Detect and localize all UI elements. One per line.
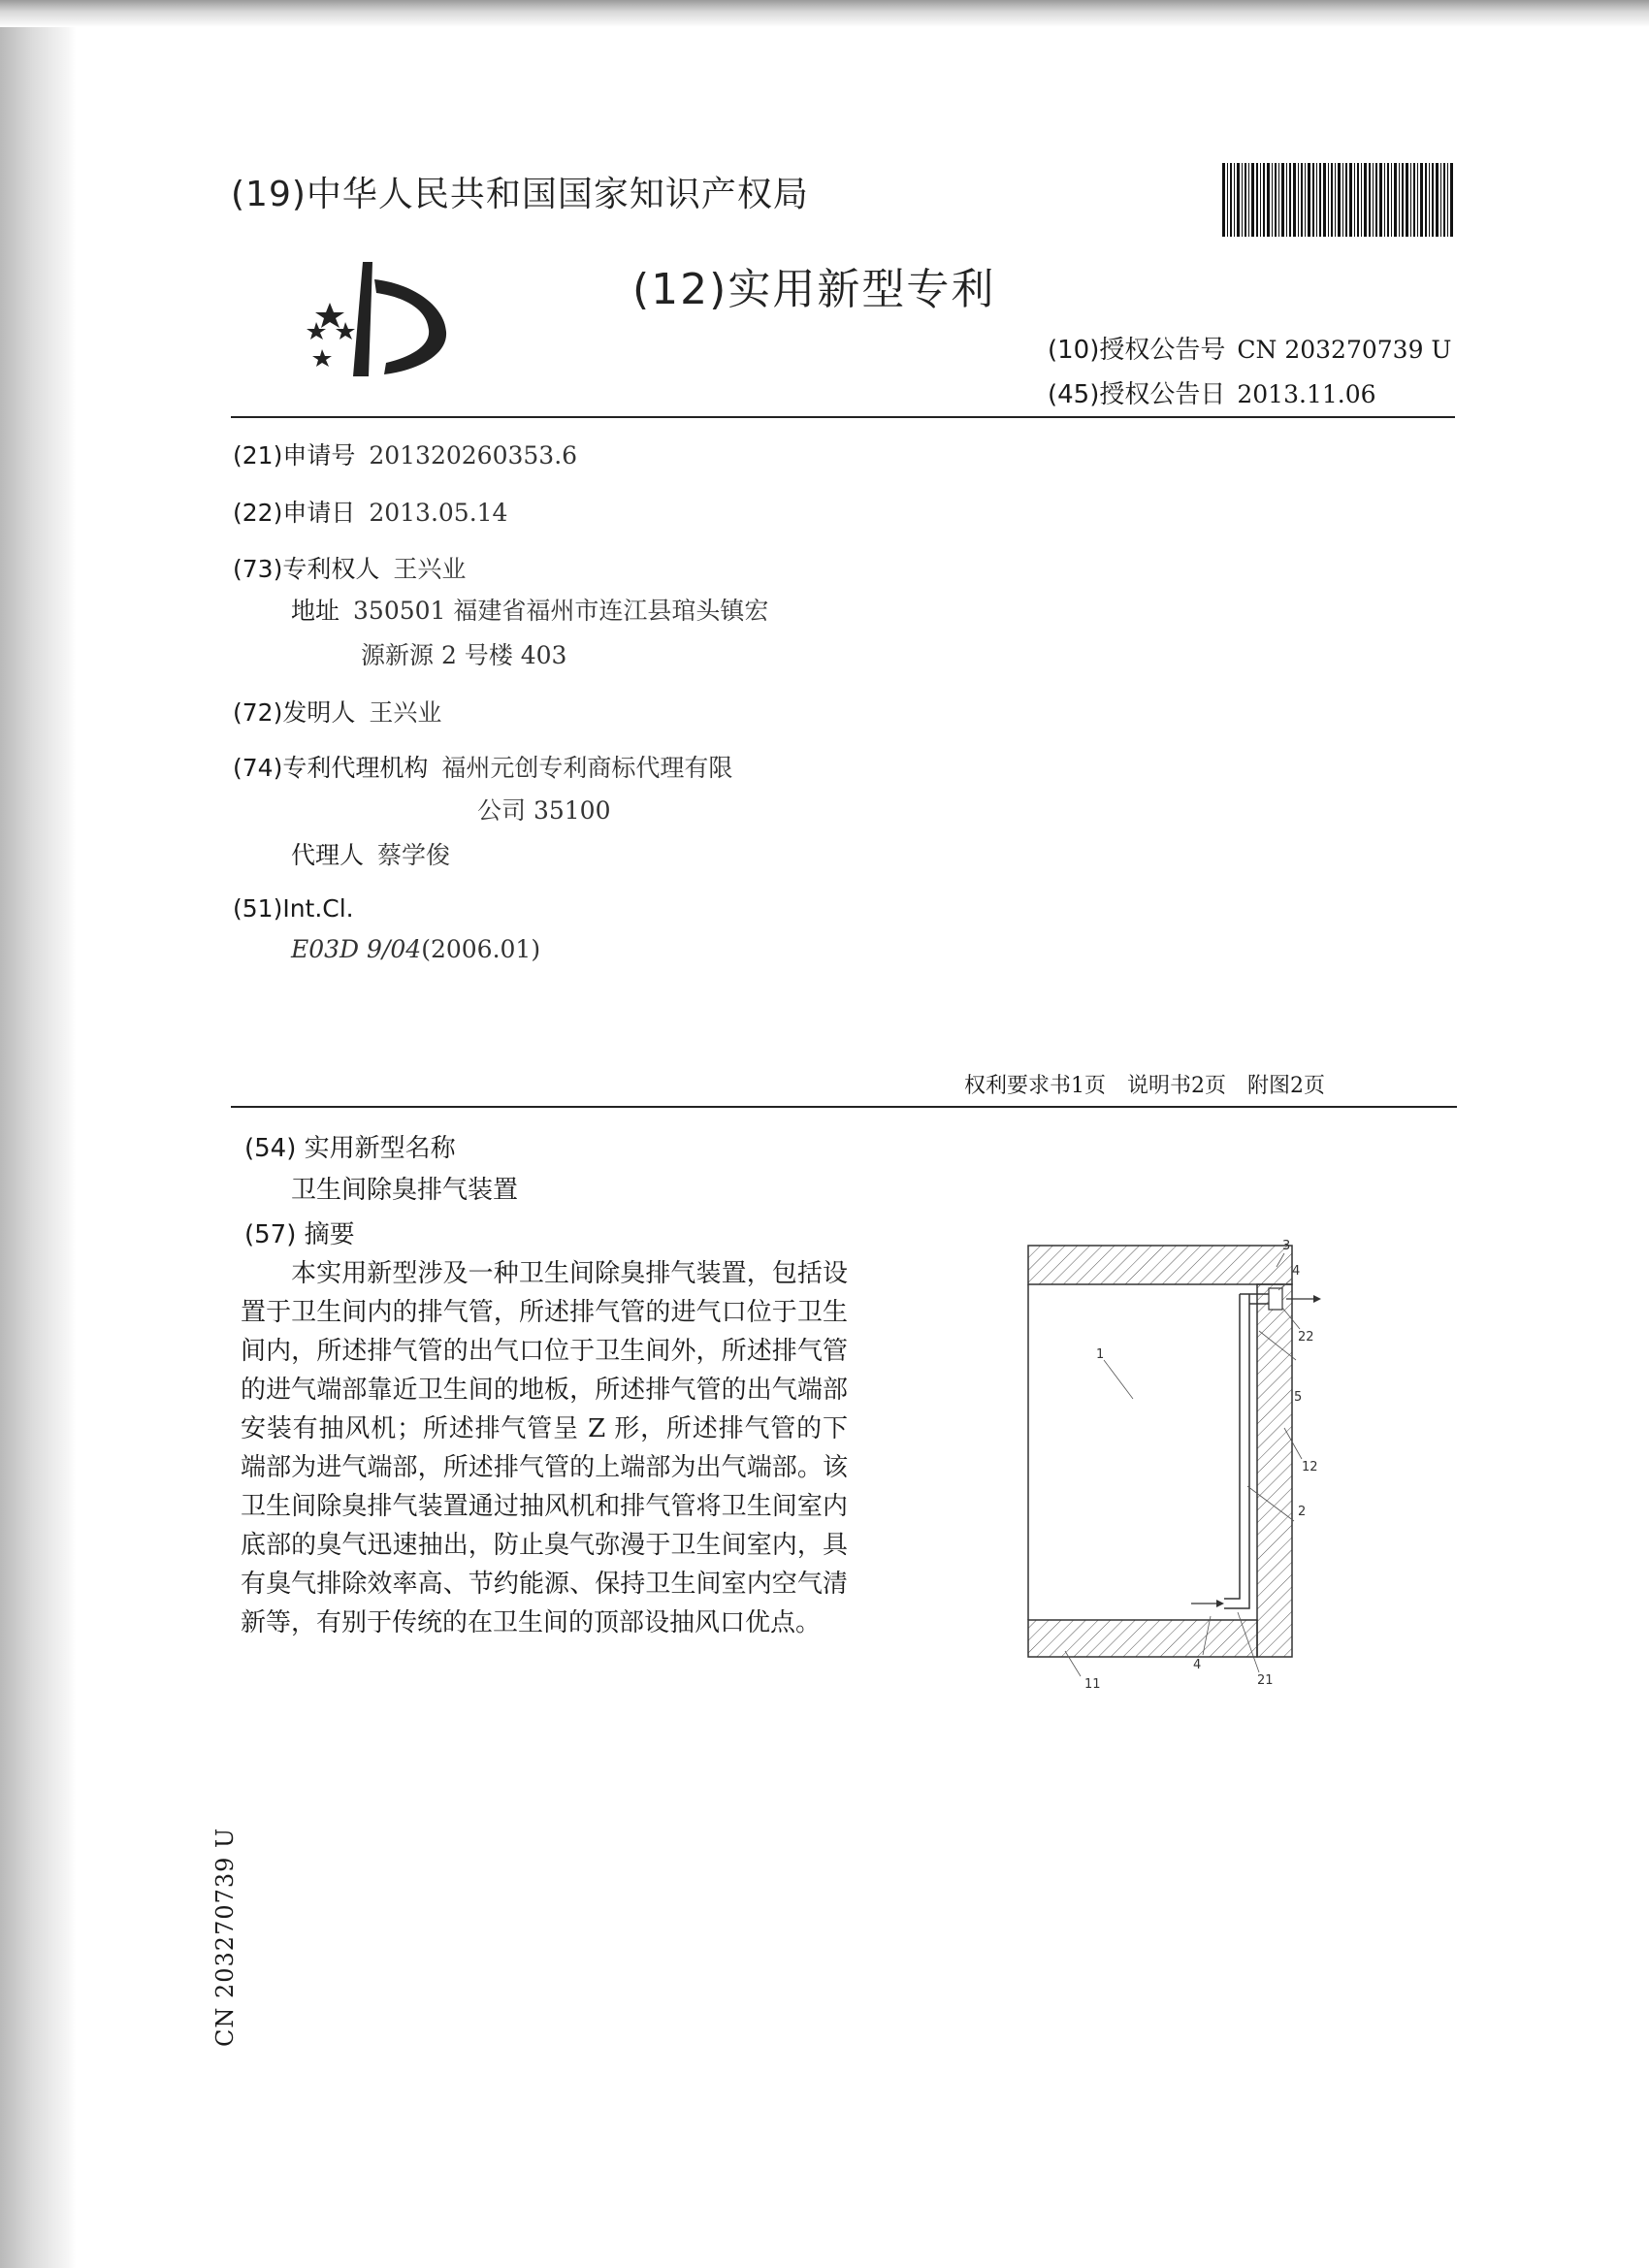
inventor-field	[233, 694, 441, 729]
office-name: (19)中华人民共和国国家知识产权局	[231, 175, 809, 214]
patentee: 王兴业	[393, 555, 467, 583]
fig-label-outlet-end: 22	[1298, 1330, 1314, 1345]
app-number-field	[233, 437, 577, 471]
pub-number-row	[1048, 330, 1452, 366]
address-field	[291, 592, 768, 627]
figure-drawing	[987, 1224, 1375, 1692]
fig-label-inlet-end: 21	[1257, 1673, 1274, 1688]
address-line2: 源新源 2 号楼 403	[361, 641, 567, 669]
fig-label-inlet: 4	[1193, 1658, 1202, 1672]
abstract-section-label: (57) 摘要	[244, 1220, 355, 1249]
title-section-label: (54) 实用新型名称	[244, 1134, 456, 1163]
pub-date-row	[1048, 374, 1376, 410]
agency-line2: 公司 35100	[477, 796, 611, 825]
app-date-label: (22)申请日	[233, 499, 356, 527]
agency-label: (74)专利代理机构	[233, 754, 429, 782]
inventor: 王兴业	[369, 698, 442, 727]
ceiling-wall	[1028, 1246, 1292, 1284]
fig-label-floor: 11	[1084, 1677, 1101, 1692]
fig-label-outlet: 4	[1292, 1264, 1301, 1279]
patentee-field	[233, 550, 466, 585]
page-counts	[964, 1069, 1346, 1099]
side-wall	[1257, 1284, 1292, 1657]
utility-model-title: 卫生间除臭排气装置	[291, 1176, 519, 1205]
floor-slab	[1028, 1620, 1257, 1657]
intcl-label: (51)Int.Cl.	[233, 894, 354, 923]
description-pages: 说明书2页	[1127, 1074, 1226, 1098]
abstract-text: 本实用新型涉及一种卫生间除臭排气装置，包括设置于卫生间内的排气管，所述排气管的进气口位于卫生间内，所述排气管的出气口位于卫生间外，所述排气管的进气端部靠近卫生间的地板，所述排气管的出气端部安装有抽风机；所述排气管呈 Z 形，所述排气管的下端部为进气端部，所述排气管的上端部为出气端部。该卫生间除臭排气装置通过抽风机和排气管将卫生间室内底部的臭气迅速抽出，防止臭气弥漫于卫生间室内，具有臭气排除效率高、节约能源、保持卫生间室内空气清新等，有别于传统的在卫生间的顶部设抽风口优点。	[241, 1259, 848, 1637]
side-publication-number: CN 203270739 U	[211, 1827, 239, 2047]
pub-date: 2013.11.06	[1237, 380, 1376, 408]
fig-label-pipe: 2	[1298, 1505, 1307, 1519]
intcl-classification	[291, 935, 540, 963]
barcode-icon	[1220, 163, 1455, 237]
address-line1: 350501 福建省福州市连江县琯头镇宏	[353, 597, 769, 625]
fig-label-room: 1	[1096, 1347, 1105, 1362]
drawings-pages: 附图2页	[1247, 1074, 1325, 1098]
intcl-field	[233, 894, 354, 923]
scan-shadow-top	[0, 0, 1649, 27]
app-number-label: (21)申请号	[233, 441, 356, 470]
scan-shadow-left	[0, 0, 76, 2268]
intcl-code: E03D 9/04	[291, 935, 422, 963]
section-rule	[231, 1106, 1457, 1108]
exhaust-pipe	[1224, 1294, 1240, 1599]
agency-field	[233, 749, 732, 784]
app-number: 201320260353.6	[369, 441, 578, 470]
agent-label: 代理人	[291, 841, 365, 869]
agent: 蔡学俊	[377, 841, 451, 869]
cnipa-emblem-icon	[303, 262, 458, 380]
pub-number: CN 203270739 U	[1237, 336, 1452, 364]
document-type: (12)实用新型专利	[632, 265, 996, 314]
inventor-label: (72)发明人	[233, 698, 356, 727]
claims-pages: 权利要求书1页	[964, 1074, 1106, 1098]
pub-number-label: (10)授权公告号	[1048, 336, 1226, 365]
agent-field	[291, 836, 450, 871]
fig-label-fan: 3	[1282, 1239, 1291, 1253]
agency-line1: 福州元创专利商标代理有限	[441, 754, 733, 782]
intcl-version: (2006.01)	[421, 935, 541, 963]
app-date: 2013.05.14	[369, 499, 508, 527]
address-label: 地址	[291, 597, 340, 625]
fan-unit	[1269, 1288, 1282, 1310]
pub-date-label: (45)授权公告日	[1048, 380, 1226, 409]
header-rule	[231, 416, 1455, 418]
fig-label-wall: 12	[1302, 1460, 1318, 1474]
fig-label-bracket: 5	[1294, 1390, 1303, 1405]
patentee-label: (73)专利权人	[233, 555, 380, 583]
app-date-field	[233, 494, 507, 529]
